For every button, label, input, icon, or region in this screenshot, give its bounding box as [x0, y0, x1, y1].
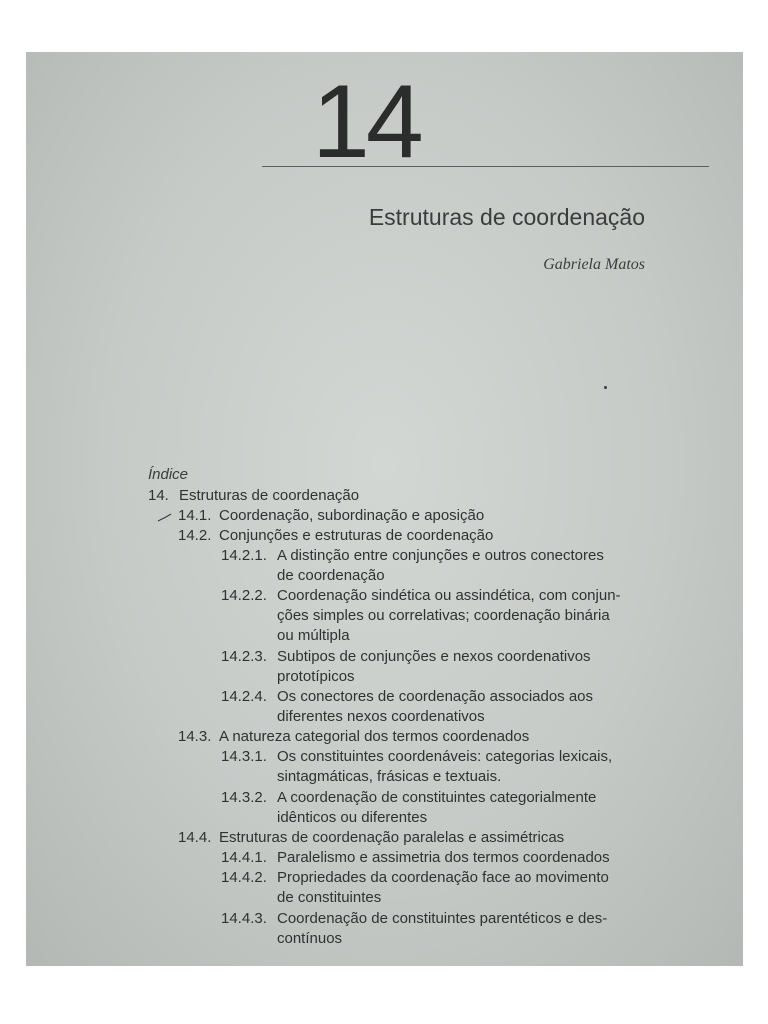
toc-entry-text: de coordenação — [277, 567, 385, 584]
toc-entry-number: 14.2.1. — [221, 547, 267, 564]
toc-entry-text: A distinção entre conjunções e outros conectores — [277, 547, 604, 564]
toc-entry-text: Paralelismo e assimetria dos termos coordenados — [277, 849, 610, 866]
toc-entry-number: 14.4.3. — [221, 910, 267, 927]
toc-entry-text: Propriedades da coordenação face ao movimento — [277, 869, 609, 886]
toc-entry-text: ou múltipla — [277, 627, 350, 644]
chapter-title: Estruturas de coordenação — [368, 204, 645, 230]
title-rule — [262, 166, 709, 167]
toc-entry-number: 14.3.1. — [221, 748, 267, 765]
toc-entry-number: 14.2.4. — [221, 688, 267, 705]
author-name: Gabriela Matos — [543, 256, 645, 273]
toc-entry-text: Estruturas de coordenação — [179, 487, 360, 504]
toc-entry-text: idênticos ou diferentes — [277, 809, 428, 826]
toc-entry-number: 14.3. — [178, 728, 212, 745]
page-speck — [604, 386, 607, 389]
toc-entry-number: 14.2.2. — [221, 587, 267, 604]
toc-heading: Índice — [148, 466, 189, 483]
toc-entry-text: Conjunções e estruturas de coordenação — [219, 527, 494, 544]
toc-entry-text: A natureza categorial dos termos coordenados — [219, 728, 530, 745]
toc-entry-text: de constituintes — [277, 889, 382, 906]
toc-entry-number: 14.4. — [178, 829, 212, 846]
toc-entry-text: Subtipos de conjunções e nexos coordenativos — [277, 648, 591, 665]
toc-entry-text: prototípicos — [277, 668, 355, 685]
toc-entry-text: sintagmáticas, frásicas e textuais. — [277, 768, 502, 785]
toc-entry-text: diferentes nexos coordenativos — [277, 708, 485, 725]
toc-entry-text: Os constituintes coordenáveis: categorias lexicais, — [277, 748, 613, 765]
pen-mark-icon — [157, 513, 173, 523]
toc-entry-number: 14. — [148, 487, 169, 504]
toc-entry-text: Coordenação de constituintes parentéticos e des- — [277, 910, 608, 927]
toc-entry-text: ções simples ou correlativas; coordenação binária — [277, 607, 610, 624]
toc-entry-number: 14.2.3. — [221, 648, 267, 665]
toc-entry-number: 14.4.1. — [221, 849, 267, 866]
toc-entry-text: contínuos — [277, 930, 343, 947]
toc-entry-text: Os conectores de coordenação associados aos — [277, 688, 594, 705]
toc-entry-number: 14.2. — [178, 527, 212, 544]
toc-entry-text: Estruturas de coordenação paralelas e assimétricas — [219, 829, 565, 846]
toc-entry-number: 14.1. — [178, 507, 212, 524]
book-page — [26, 52, 743, 966]
toc-entry-text: A coordenação de constituintes categorialmente — [277, 789, 597, 806]
toc-entry-text: Coordenação sindética ou assindética, com conjun- — [277, 587, 621, 604]
toc-entry-text: Coordenação, subordinação e aposição — [219, 507, 485, 524]
chapter-number: 14 — [312, 64, 420, 180]
toc-entry-number: 14.3.2. — [221, 789, 267, 806]
toc-entry-number: 14.4.2. — [221, 869, 267, 886]
